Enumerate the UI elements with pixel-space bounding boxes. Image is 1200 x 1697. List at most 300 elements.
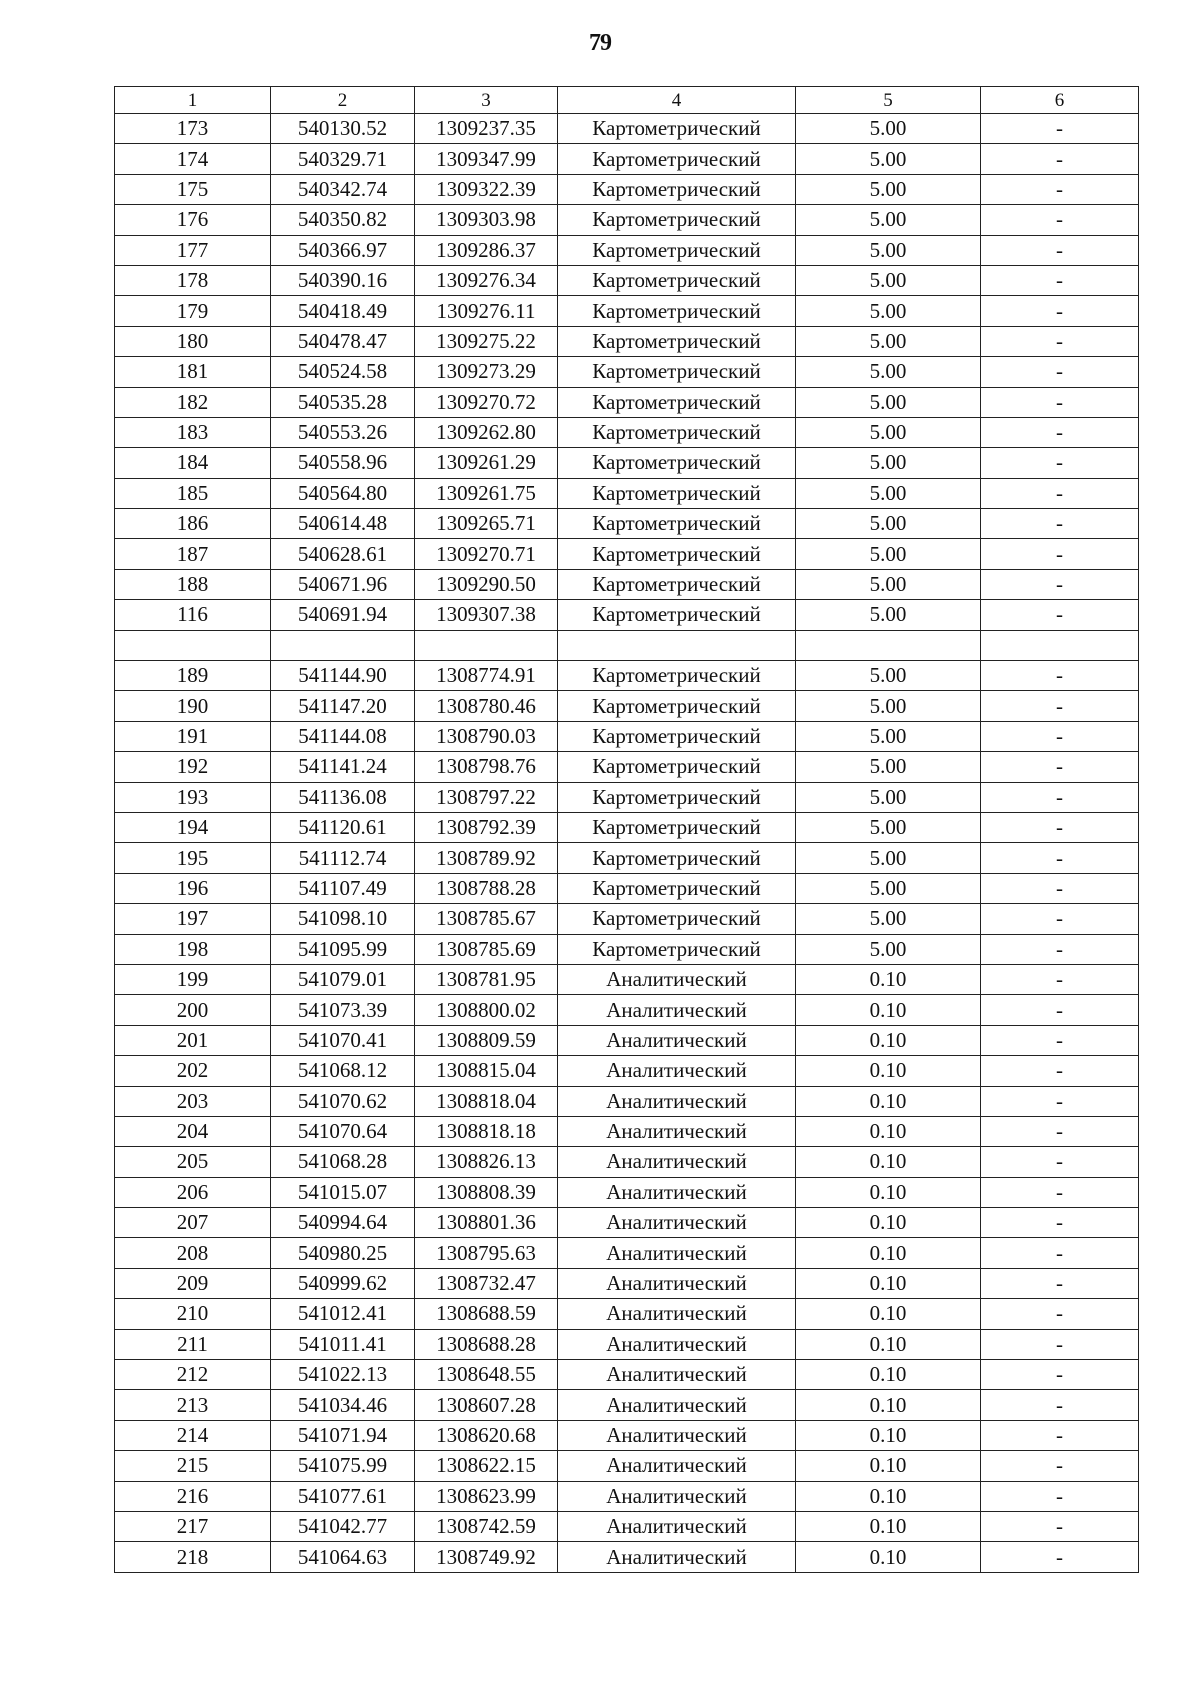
note-cell: - (981, 1238, 1139, 1268)
y-coordinate-cell: 1308801.36 (415, 1208, 558, 1238)
accuracy-cell: 0.10 (796, 1420, 981, 1450)
x-coordinate-cell: 540478.47 (271, 326, 415, 356)
column-header: 1 (115, 87, 271, 114)
column-header: 6 (981, 87, 1139, 114)
table-row (115, 1511, 1139, 1541)
note-cell: - (981, 1329, 1139, 1359)
note-cell: - (981, 387, 1139, 417)
note-cell: - (981, 721, 1139, 751)
table-row (115, 782, 1139, 812)
point-number-cell: 202 (115, 1056, 271, 1086)
table-row (115, 174, 1139, 204)
table-row (115, 539, 1139, 569)
method-cell: Аналитический (558, 1420, 796, 1450)
note-cell: - (981, 539, 1139, 569)
method-cell: Аналитический (558, 995, 796, 1025)
note-cell: - (981, 1147, 1139, 1177)
point-number-cell: 185 (115, 478, 271, 508)
x-coordinate-cell: 541107.49 (271, 873, 415, 903)
x-coordinate-cell: 540994.64 (271, 1208, 415, 1238)
y-coordinate-cell: 1308622.15 (415, 1451, 558, 1481)
table-row (115, 1116, 1139, 1146)
method-cell: Картометрический (558, 265, 796, 295)
x-coordinate-cell: 540366.97 (271, 235, 415, 265)
x-coordinate-cell: 541042.77 (271, 1511, 415, 1541)
point-number-cell: 188 (115, 569, 271, 599)
point-number-cell: 198 (115, 934, 271, 964)
note-cell: - (981, 478, 1139, 508)
point-number-cell: 215 (115, 1451, 271, 1481)
table-row (115, 752, 1139, 782)
table-row (115, 1390, 1139, 1420)
table-row (115, 417, 1139, 447)
method-cell: Картометрический (558, 691, 796, 721)
note-cell: - (981, 205, 1139, 235)
point-number-cell: 175 (115, 174, 271, 204)
x-coordinate-cell: 541095.99 (271, 934, 415, 964)
table-row (115, 478, 1139, 508)
accuracy-cell: 5.00 (796, 296, 981, 326)
y-coordinate-cell: 1309237.35 (415, 114, 558, 144)
accuracy-cell: 5.00 (796, 114, 981, 144)
page-number: 79 (589, 30, 611, 56)
table-row (115, 1451, 1139, 1481)
point-number-cell: 210 (115, 1299, 271, 1329)
method-cell: Аналитический (558, 1116, 796, 1146)
note-cell: - (981, 296, 1139, 326)
table-row (115, 235, 1139, 265)
y-coordinate-cell: 1308781.95 (415, 964, 558, 994)
method-cell: Картометрический (558, 934, 796, 964)
y-coordinate-cell: 1308808.39 (415, 1177, 558, 1207)
method-cell: Картометрический (558, 873, 796, 903)
y-coordinate-cell: 1309276.11 (415, 296, 558, 326)
y-coordinate-cell: 1309261.75 (415, 478, 558, 508)
accuracy-cell: 5.00 (796, 873, 981, 903)
x-coordinate-cell: 541022.13 (271, 1360, 415, 1390)
y-coordinate-cell: 1308749.92 (415, 1542, 558, 1572)
y-coordinate-cell: 1308732.47 (415, 1268, 558, 1298)
coordinates-table (114, 86, 1139, 1573)
y-coordinate-cell: 1308818.18 (415, 1116, 558, 1146)
y-coordinate-cell: 1309275.22 (415, 326, 558, 356)
method-cell: Аналитический (558, 1208, 796, 1238)
y-coordinate-cell: 1309262.80 (415, 417, 558, 447)
y-coordinate-cell: 1309276.34 (415, 265, 558, 295)
x-coordinate-cell: 540691.94 (271, 600, 415, 630)
accuracy-cell: 5.00 (796, 539, 981, 569)
point-number-cell: 204 (115, 1116, 271, 1146)
x-coordinate-cell: 541073.39 (271, 995, 415, 1025)
x-coordinate-cell: 541077.61 (271, 1481, 415, 1511)
x-coordinate-cell: 541068.12 (271, 1056, 415, 1086)
y-coordinate-cell: 1309273.29 (415, 357, 558, 387)
note-cell: - (981, 448, 1139, 478)
method-cell: Аналитический (558, 1299, 796, 1329)
accuracy-cell: 5.00 (796, 812, 981, 842)
method-cell: Картометрический (558, 569, 796, 599)
x-coordinate-cell: 541075.99 (271, 1451, 415, 1481)
table-row (115, 1481, 1139, 1511)
y-coordinate-cell: 1308688.28 (415, 1329, 558, 1359)
point-number-cell: 194 (115, 812, 271, 842)
method-cell: Картометрический (558, 539, 796, 569)
accuracy-cell: 5.00 (796, 144, 981, 174)
accuracy-cell: 5.00 (796, 782, 981, 812)
x-coordinate-cell: 541098.10 (271, 904, 415, 934)
table-row (115, 265, 1139, 295)
table-row (115, 509, 1139, 539)
table-row (115, 691, 1139, 721)
x-coordinate-cell: 540614.48 (271, 509, 415, 539)
note-cell: - (981, 1542, 1139, 1572)
note-cell: - (981, 1420, 1139, 1450)
method-cell: Картометрический (558, 296, 796, 326)
table-row (115, 387, 1139, 417)
table-row (115, 448, 1139, 478)
y-coordinate-cell (415, 630, 558, 660)
column-header: 5 (796, 87, 981, 114)
table-row (115, 600, 1139, 630)
method-cell: Картометрический (558, 843, 796, 873)
method-cell: Картометрический (558, 387, 796, 417)
x-coordinate-cell (271, 630, 415, 660)
accuracy-cell: 5.00 (796, 691, 981, 721)
x-coordinate-cell: 540130.52 (271, 114, 415, 144)
x-coordinate-cell: 541136.08 (271, 782, 415, 812)
point-number-cell: 178 (115, 265, 271, 295)
x-coordinate-cell: 540628.61 (271, 539, 415, 569)
method-cell: Аналитический (558, 1238, 796, 1268)
y-coordinate-cell: 1309307.38 (415, 600, 558, 630)
table-row (115, 812, 1139, 842)
x-coordinate-cell: 541070.64 (271, 1116, 415, 1146)
method-cell: Аналитический (558, 1147, 796, 1177)
x-coordinate-cell: 541015.07 (271, 1177, 415, 1207)
y-coordinate-cell: 1308798.76 (415, 752, 558, 782)
column-header: 2 (271, 87, 415, 114)
method-cell: Картометрический (558, 661, 796, 691)
y-coordinate-cell: 1308795.63 (415, 1238, 558, 1268)
table-row (115, 661, 1139, 691)
table-row (115, 144, 1139, 174)
accuracy-cell: 5.00 (796, 661, 981, 691)
note-cell: - (981, 1481, 1139, 1511)
table-row (115, 569, 1139, 599)
method-cell: Картометрический (558, 357, 796, 387)
note-cell: - (981, 509, 1139, 539)
x-coordinate-cell: 540418.49 (271, 296, 415, 326)
table-row (115, 964, 1139, 994)
x-coordinate-cell: 541147.20 (271, 691, 415, 721)
x-coordinate-cell: 541070.62 (271, 1086, 415, 1116)
accuracy-cell: 0.10 (796, 1208, 981, 1238)
note-cell: - (981, 843, 1139, 873)
accuracy-cell: 0.10 (796, 1177, 981, 1207)
point-number-cell: 191 (115, 721, 271, 751)
point-number-cell: 116 (115, 600, 271, 630)
method-cell: Аналитический (558, 1268, 796, 1298)
x-coordinate-cell: 541068.28 (271, 1147, 415, 1177)
method-cell: Картометрический (558, 509, 796, 539)
y-coordinate-cell: 1309270.71 (415, 539, 558, 569)
note-cell: - (981, 174, 1139, 204)
point-number-cell: 203 (115, 1086, 271, 1116)
accuracy-cell: 0.10 (796, 1360, 981, 1390)
note-cell: - (981, 1116, 1139, 1146)
x-coordinate-cell: 540535.28 (271, 387, 415, 417)
y-coordinate-cell: 1308774.91 (415, 661, 558, 691)
table-header-row (115, 87, 1139, 114)
x-coordinate-cell: 541012.41 (271, 1299, 415, 1329)
accuracy-cell: 0.10 (796, 1511, 981, 1541)
y-coordinate-cell: 1308800.02 (415, 995, 558, 1025)
table-row (115, 1329, 1139, 1359)
y-coordinate-cell: 1309286.37 (415, 235, 558, 265)
method-cell: Картометрический (558, 235, 796, 265)
accuracy-cell: 5.00 (796, 448, 981, 478)
y-coordinate-cell: 1308792.39 (415, 812, 558, 842)
y-coordinate-cell: 1309303.98 (415, 205, 558, 235)
y-coordinate-cell: 1309322.39 (415, 174, 558, 204)
y-coordinate-cell: 1309347.99 (415, 144, 558, 174)
accuracy-cell: 5.00 (796, 904, 981, 934)
y-coordinate-cell: 1308785.67 (415, 904, 558, 934)
method-cell: Картометрический (558, 904, 796, 934)
point-number-cell: 190 (115, 691, 271, 721)
column-header: 3 (415, 87, 558, 114)
method-cell: Картометрический (558, 448, 796, 478)
accuracy-cell: 5.00 (796, 600, 981, 630)
y-coordinate-cell: 1308790.03 (415, 721, 558, 751)
method-cell: Аналитический (558, 1542, 796, 1572)
point-number-cell: 193 (115, 782, 271, 812)
y-coordinate-cell: 1309265.71 (415, 509, 558, 539)
x-coordinate-cell: 540558.96 (271, 448, 415, 478)
method-cell: Картометрический (558, 144, 796, 174)
point-number-cell: 196 (115, 873, 271, 903)
note-cell: - (981, 752, 1139, 782)
y-coordinate-cell: 1308623.99 (415, 1481, 558, 1511)
accuracy-cell: 5.00 (796, 205, 981, 235)
accuracy-cell: 5.00 (796, 357, 981, 387)
accuracy-cell: 0.10 (796, 1238, 981, 1268)
method-cell: Картометрический (558, 752, 796, 782)
accuracy-cell: 5.00 (796, 387, 981, 417)
point-number-cell: 206 (115, 1177, 271, 1207)
y-coordinate-cell: 1308742.59 (415, 1511, 558, 1541)
x-coordinate-cell: 541144.08 (271, 721, 415, 751)
table-row (115, 1420, 1139, 1450)
note-cell: - (981, 600, 1139, 630)
point-number-cell: 212 (115, 1360, 271, 1390)
table-row (115, 1025, 1139, 1055)
note-cell: - (981, 417, 1139, 447)
method-cell: Картометрический (558, 326, 796, 356)
y-coordinate-cell: 1308797.22 (415, 782, 558, 812)
y-coordinate-cell: 1308620.68 (415, 1420, 558, 1450)
note-cell: - (981, 691, 1139, 721)
note-cell: - (981, 1390, 1139, 1420)
table-row (115, 1542, 1139, 1572)
accuracy-cell: 5.00 (796, 934, 981, 964)
point-number-cell: 186 (115, 509, 271, 539)
table-row (115, 1056, 1139, 1086)
point-number-cell: 189 (115, 661, 271, 691)
point-number-cell: 199 (115, 964, 271, 994)
accuracy-cell: 0.10 (796, 1329, 981, 1359)
accuracy-cell: 5.00 (796, 752, 981, 782)
method-cell: Картометрический (558, 478, 796, 508)
accuracy-cell (796, 630, 981, 660)
note-cell: - (981, 265, 1139, 295)
accuracy-cell: 5.00 (796, 843, 981, 873)
note-cell: - (981, 782, 1139, 812)
note-cell: - (981, 1025, 1139, 1055)
y-coordinate-cell: 1308815.04 (415, 1056, 558, 1086)
method-cell: Картометрический (558, 812, 796, 842)
table-row (115, 1360, 1139, 1390)
point-number-cell (115, 630, 271, 660)
note-cell: - (981, 569, 1139, 599)
method-cell: Картометрический (558, 174, 796, 204)
note-cell: - (981, 1177, 1139, 1207)
accuracy-cell: 0.10 (796, 1056, 981, 1086)
accuracy-cell: 0.10 (796, 1025, 981, 1055)
table-row (115, 1238, 1139, 1268)
table-row (115, 904, 1139, 934)
method-cell (558, 630, 796, 660)
method-cell: Картометрический (558, 417, 796, 447)
table-row (115, 205, 1139, 235)
point-number-cell: 181 (115, 357, 271, 387)
x-coordinate-cell: 541141.24 (271, 752, 415, 782)
x-coordinate-cell: 540564.80 (271, 478, 415, 508)
note-cell: - (981, 235, 1139, 265)
point-number-cell: 213 (115, 1390, 271, 1420)
table-separator-row (115, 630, 1139, 660)
method-cell: Аналитический (558, 1511, 796, 1541)
method-cell: Аналитический (558, 1481, 796, 1511)
accuracy-cell: 5.00 (796, 417, 981, 447)
note-cell: - (981, 934, 1139, 964)
point-number-cell: 192 (115, 752, 271, 782)
accuracy-cell: 5.00 (796, 174, 981, 204)
x-coordinate-cell: 540390.16 (271, 265, 415, 295)
accuracy-cell: 5.00 (796, 265, 981, 295)
point-number-cell: 179 (115, 296, 271, 326)
y-coordinate-cell: 1309290.50 (415, 569, 558, 599)
point-number-cell: 183 (115, 417, 271, 447)
point-number-cell: 211 (115, 1329, 271, 1359)
x-coordinate-cell: 540999.62 (271, 1268, 415, 1298)
x-coordinate-cell: 541112.74 (271, 843, 415, 873)
note-cell: - (981, 326, 1139, 356)
note-cell: - (981, 1056, 1139, 1086)
point-number-cell: 200 (115, 995, 271, 1025)
note-cell: - (981, 1360, 1139, 1390)
x-coordinate-cell: 540553.26 (271, 417, 415, 447)
table-row (115, 296, 1139, 326)
note-cell: - (981, 904, 1139, 934)
method-cell: Аналитический (558, 964, 796, 994)
accuracy-cell: 0.10 (796, 964, 981, 994)
table-row (115, 995, 1139, 1025)
table-row (115, 721, 1139, 751)
method-cell: Аналитический (558, 1025, 796, 1055)
table-row (115, 326, 1139, 356)
accuracy-cell: 0.10 (796, 1147, 981, 1177)
y-coordinate-cell: 1308607.28 (415, 1390, 558, 1420)
x-coordinate-cell: 541120.61 (271, 812, 415, 842)
accuracy-cell: 5.00 (796, 569, 981, 599)
table-row (115, 1208, 1139, 1238)
accuracy-cell: 0.10 (796, 1268, 981, 1298)
table-row (115, 1299, 1139, 1329)
x-coordinate-cell: 540980.25 (271, 1238, 415, 1268)
point-number-cell: 208 (115, 1238, 271, 1268)
x-coordinate-cell: 540350.82 (271, 205, 415, 235)
y-coordinate-cell: 1308826.13 (415, 1147, 558, 1177)
accuracy-cell: 0.10 (796, 995, 981, 1025)
accuracy-cell: 5.00 (796, 721, 981, 751)
note-cell: - (981, 357, 1139, 387)
table-row (115, 873, 1139, 903)
point-number-cell: 184 (115, 448, 271, 478)
note-cell: - (981, 1511, 1139, 1541)
accuracy-cell: 0.10 (796, 1116, 981, 1146)
note-cell: - (981, 873, 1139, 903)
accuracy-cell: 0.10 (796, 1390, 981, 1420)
table-body (115, 87, 1139, 1573)
point-number-cell: 174 (115, 144, 271, 174)
x-coordinate-cell: 540671.96 (271, 569, 415, 599)
point-number-cell: 187 (115, 539, 271, 569)
note-cell: - (981, 995, 1139, 1025)
method-cell: Аналитический (558, 1329, 796, 1359)
y-coordinate-cell: 1308780.46 (415, 691, 558, 721)
point-number-cell: 216 (115, 1481, 271, 1511)
method-cell: Аналитический (558, 1390, 796, 1420)
accuracy-cell: 5.00 (796, 478, 981, 508)
x-coordinate-cell: 540342.74 (271, 174, 415, 204)
method-cell: Аналитический (558, 1056, 796, 1086)
point-number-cell: 182 (115, 387, 271, 417)
accuracy-cell: 0.10 (796, 1299, 981, 1329)
point-number-cell: 201 (115, 1025, 271, 1055)
accuracy-cell: 5.00 (796, 326, 981, 356)
method-cell: Картометрический (558, 114, 796, 144)
point-number-cell: 209 (115, 1268, 271, 1298)
note-cell: - (981, 661, 1139, 691)
method-cell: Аналитический (558, 1451, 796, 1481)
method-cell: Картометрический (558, 600, 796, 630)
y-coordinate-cell: 1309261.29 (415, 448, 558, 478)
y-coordinate-cell: 1308648.55 (415, 1360, 558, 1390)
x-coordinate-cell: 541079.01 (271, 964, 415, 994)
table-row (115, 1147, 1139, 1177)
point-number-cell: 207 (115, 1208, 271, 1238)
accuracy-cell: 0.10 (796, 1086, 981, 1116)
point-number-cell: 180 (115, 326, 271, 356)
table-row (115, 843, 1139, 873)
point-number-cell: 173 (115, 114, 271, 144)
note-cell: - (981, 1208, 1139, 1238)
table-row (115, 357, 1139, 387)
method-cell: Картометрический (558, 782, 796, 812)
note-cell: - (981, 1268, 1139, 1298)
y-coordinate-cell: 1308688.59 (415, 1299, 558, 1329)
